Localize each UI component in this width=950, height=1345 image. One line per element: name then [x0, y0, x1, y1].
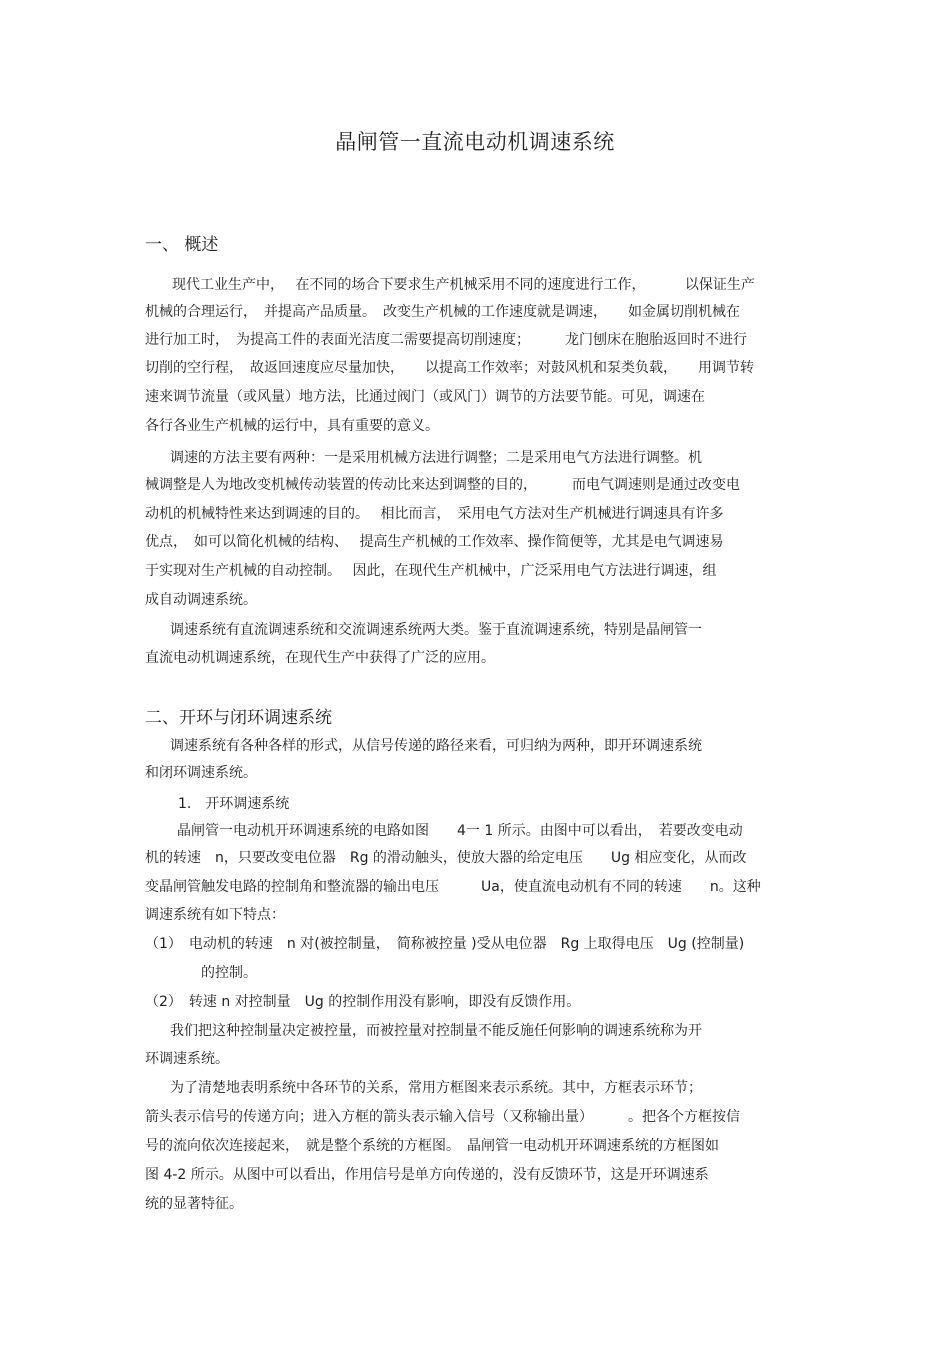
- paragraph-line: 动机的机械特性来达到调速的目的。 相比而言， 采用电气方法对生产机械进行调速具有许多: [145, 506, 724, 522]
- paragraph-line: 进行加工时， 为提高工件的表面光洁度二需要提高切削速度； 龙门刨床在胞胎返回时不进行: [145, 332, 747, 348]
- paragraph-line: 环调速系统。: [145, 1051, 229, 1067]
- paragraph-line: 优点， 如可以简化机械的结构、 提高生产机械的工作效率、操作简便等，尤其是电气调速易: [145, 534, 724, 550]
- paragraph-line: 为了清楚地表明系统中各环节的关系，常用方框图来表示系统。其中，方框表示环节；: [170, 1080, 702, 1096]
- paragraph-line: 变晶闸管触发电路的控制角和整流器的输出电压 Ua，使直流电动机有不同的转速 n。这种: [145, 879, 761, 895]
- list-item-continuation: 的控制。: [201, 965, 257, 981]
- paragraph-line: 调速系统有直流调速系统和交流调速系统两大类。鉴于直流调速系统，特别是晶闸管一: [170, 622, 702, 638]
- paragraph-line: 和闭环调速系统。: [145, 765, 257, 781]
- paragraph-line: 切削的空行程， 故返回速度应尽量加快， 以提高工作效率；对鼓风机和泵类负载， 用调节转: [145, 360, 754, 376]
- list-item: （1） 电动机的转速 n 对(被控制量， 简称被控量 )受从电位器 Rg 上取得电压 Ug (控制量): [145, 936, 745, 952]
- document-title: 晶闸管一直流电动机调速系统: [335, 130, 615, 154]
- paragraph-line: 晶闸管一电动机开环调速系统的电路如图 4一 1 所示。由图中可以看出， 若要改变电动: [177, 823, 743, 839]
- paragraph-line: 调速系统有如下特点：: [145, 907, 285, 923]
- paragraph-line: 机的转速 n，只要改变电位器 Rg 的滑动触头，使放大器的给定电压 Ug 相应变化，从而改: [145, 850, 747, 866]
- paragraph-line: 速来调节流量（或风量）地方法，比通过阀门（或风门）调节的方法要节能。可见，调速在: [145, 389, 705, 405]
- paragraph-line: 械调整是人为地改变机械传动装置的传动比来达到调整的目的， 而电气调速则是通过改变电: [145, 477, 740, 493]
- paragraph-line: 各行各业生产机械的运行中，具有重要的意义。: [145, 418, 439, 434]
- paragraph-line: 现代工业生产中， 在不同的场合下要求生产机械采用不同的速度进行工作， 以保证生产: [172, 277, 755, 293]
- section-heading-open-closed-loop: 二、开环与闭环调速系统: [145, 708, 332, 728]
- paragraph-line: 统的显著特征。: [145, 1196, 243, 1212]
- subsection-heading: 1. 开环调速系统: [178, 796, 290, 812]
- paragraph-line: 机械的合理运行， 并提高产品质量。 改变生产机械的工作速度就是调速， 如金属切削机械在: [145, 304, 740, 320]
- paragraph-line: 号的流向依次连接起来， 就是整个系统的方框图。 晶闸管一电动机开环调速系统的方框图如: [145, 1138, 719, 1154]
- paragraph-line: 调速的方法主要有两种：一是采用机械方法进行调整；二是采用电气方法进行调整。机: [170, 450, 702, 466]
- list-item: （2） 转速 n 对控制量 Ug 的控制作用没有影响，即没有反馈作用。: [145, 994, 581, 1010]
- paragraph-line: 成自动调速系统。: [145, 592, 257, 608]
- paragraph-line: 我们把这种控制量决定被控量，而被控量对控制量不能反施任何影响的调速系统称为开: [170, 1023, 702, 1039]
- paragraph-line: 箭头表示信号的传递方向；进入方框的箭头表示输入信号（又称输出量） 。把各个方框按信: [145, 1109, 740, 1125]
- paragraph-line: 图 4-2 所示。从图中可以看出，作用信号是单方向传递的，没有反馈环节，这是开环调速系: [145, 1167, 709, 1183]
- paragraph-line: 于实现对生产机械的自动控制。 因此，在现代生产机械中，广泛采用电气方法进行调速，组: [145, 563, 717, 579]
- section-heading-overview: 一、 概述: [145, 235, 219, 255]
- paragraph-line: 直流电动机调速系统，在现代生产中获得了广泛的应用。: [145, 650, 495, 666]
- paragraph-line: 调速系统有各种各样的形式，从信号传递的路径来看，可归纳为两种，即开环调速系统: [170, 738, 702, 754]
